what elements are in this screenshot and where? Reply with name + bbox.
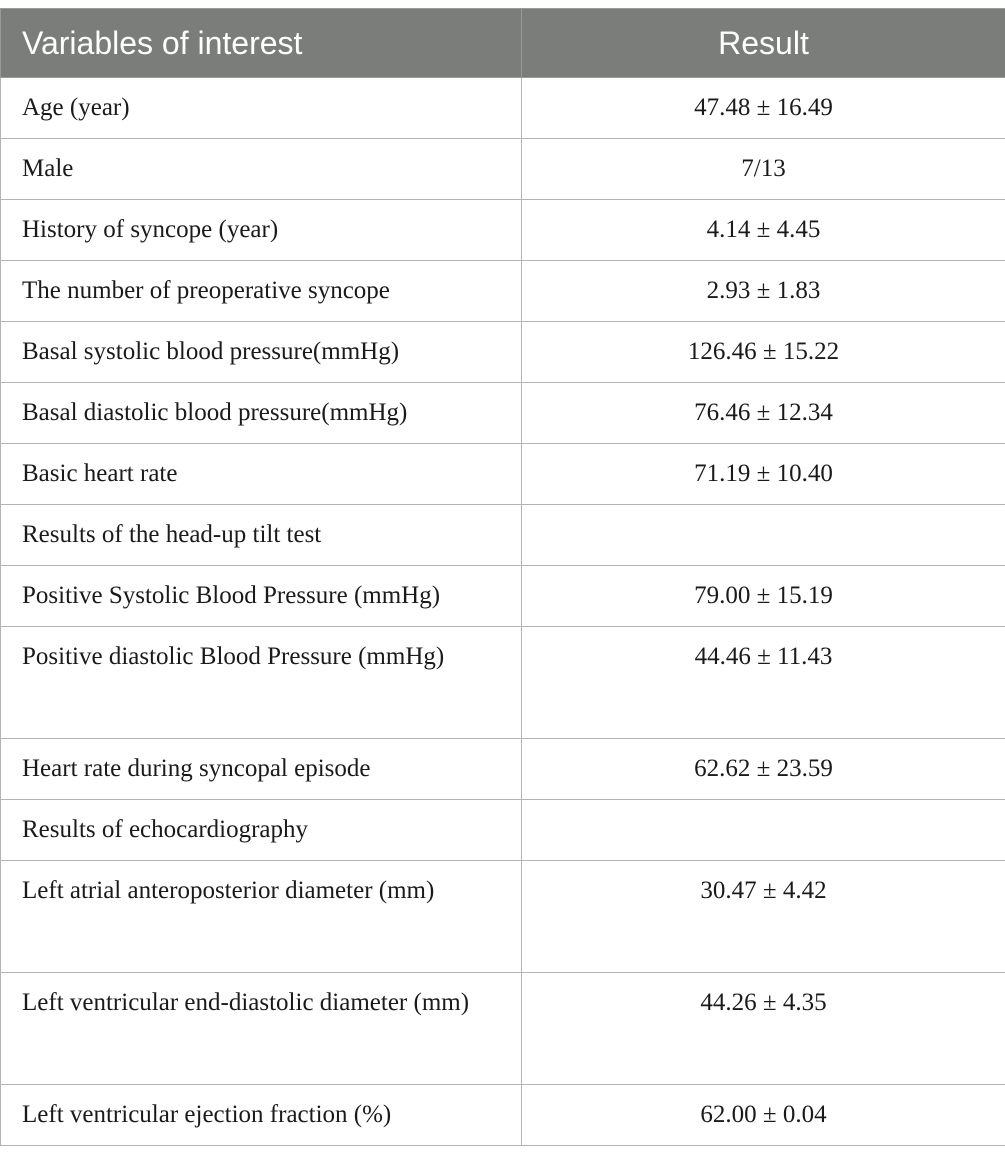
result-cell: 62.62 ± 23.59 [522,739,1005,800]
variable-cell: Left ventricular end-diastolic diameter (mm) [1,973,522,1085]
variable-cell: Basal diastolic blood pressure(mmHg) [1,383,522,444]
section-label-cell: Results of echocardiography [1,800,522,861]
result-cell: 4.14 ± 4.45 [522,200,1005,261]
result-cell: 2.93 ± 1.83 [522,261,1005,322]
table-row [1,261,1005,322]
table-row [1,1085,1005,1146]
table-row [1,861,1005,973]
variable-cell: The number of preoperative syncope [1,261,522,322]
result-cell: 44.46 ± 11.43 [522,627,1005,739]
table-row [1,627,1005,739]
table-row [1,973,1005,1085]
table-row [1,566,1005,627]
header-variables: Variables of interest [1,9,522,78]
header-result: Result [522,9,1005,78]
result-cell: 47.48 ± 16.49 [522,78,1005,139]
variable-cell: Age (year) [1,78,522,139]
result-cell: 71.19 ± 10.40 [522,444,1005,505]
result-cell: 76.46 ± 12.34 [522,383,1005,444]
results-table [0,8,1005,1146]
result-cell: 44.26 ± 4.35 [522,973,1005,1085]
variable-cell: Positive diastolic Blood Pressure (mmHg) [1,627,522,739]
table-row [1,739,1005,800]
table-row [1,444,1005,505]
result-cell [522,800,1005,861]
result-cell: 126.46 ± 15.22 [522,322,1005,383]
table-row [1,383,1005,444]
result-cell: 30.47 ± 4.42 [522,861,1005,973]
variable-cell: Heart rate during syncopal episode [1,739,522,800]
variable-cell: Basic heart rate [1,444,522,505]
table-header [1,9,1005,78]
variable-cell: Left atrial anteroposterior diameter (mm) [1,861,522,973]
variable-cell: Basal systolic blood pressure(mmHg) [1,322,522,383]
result-cell: 62.00 ± 0.04 [522,1085,1005,1146]
table-row [1,200,1005,261]
header-row [1,9,1005,78]
variable-cell: Male [1,139,522,200]
result-cell: 7/13 [522,139,1005,200]
result-cell: 79.00 ± 15.19 [522,566,1005,627]
section-row [1,800,1005,861]
table-row [1,139,1005,200]
result-cell [522,505,1005,566]
data-table-container [0,8,1005,1146]
section-label-cell: Results of the head-up tilt test [1,505,522,566]
table-row [1,322,1005,383]
variable-cell: Left ventricular ejection fraction (%) [1,1085,522,1146]
table-body [1,78,1005,1146]
section-row [1,505,1005,566]
variable-cell: History of syncope (year) [1,200,522,261]
table-row [1,78,1005,139]
variable-cell: Positive Systolic Blood Pressure (mmHg) [1,566,522,627]
